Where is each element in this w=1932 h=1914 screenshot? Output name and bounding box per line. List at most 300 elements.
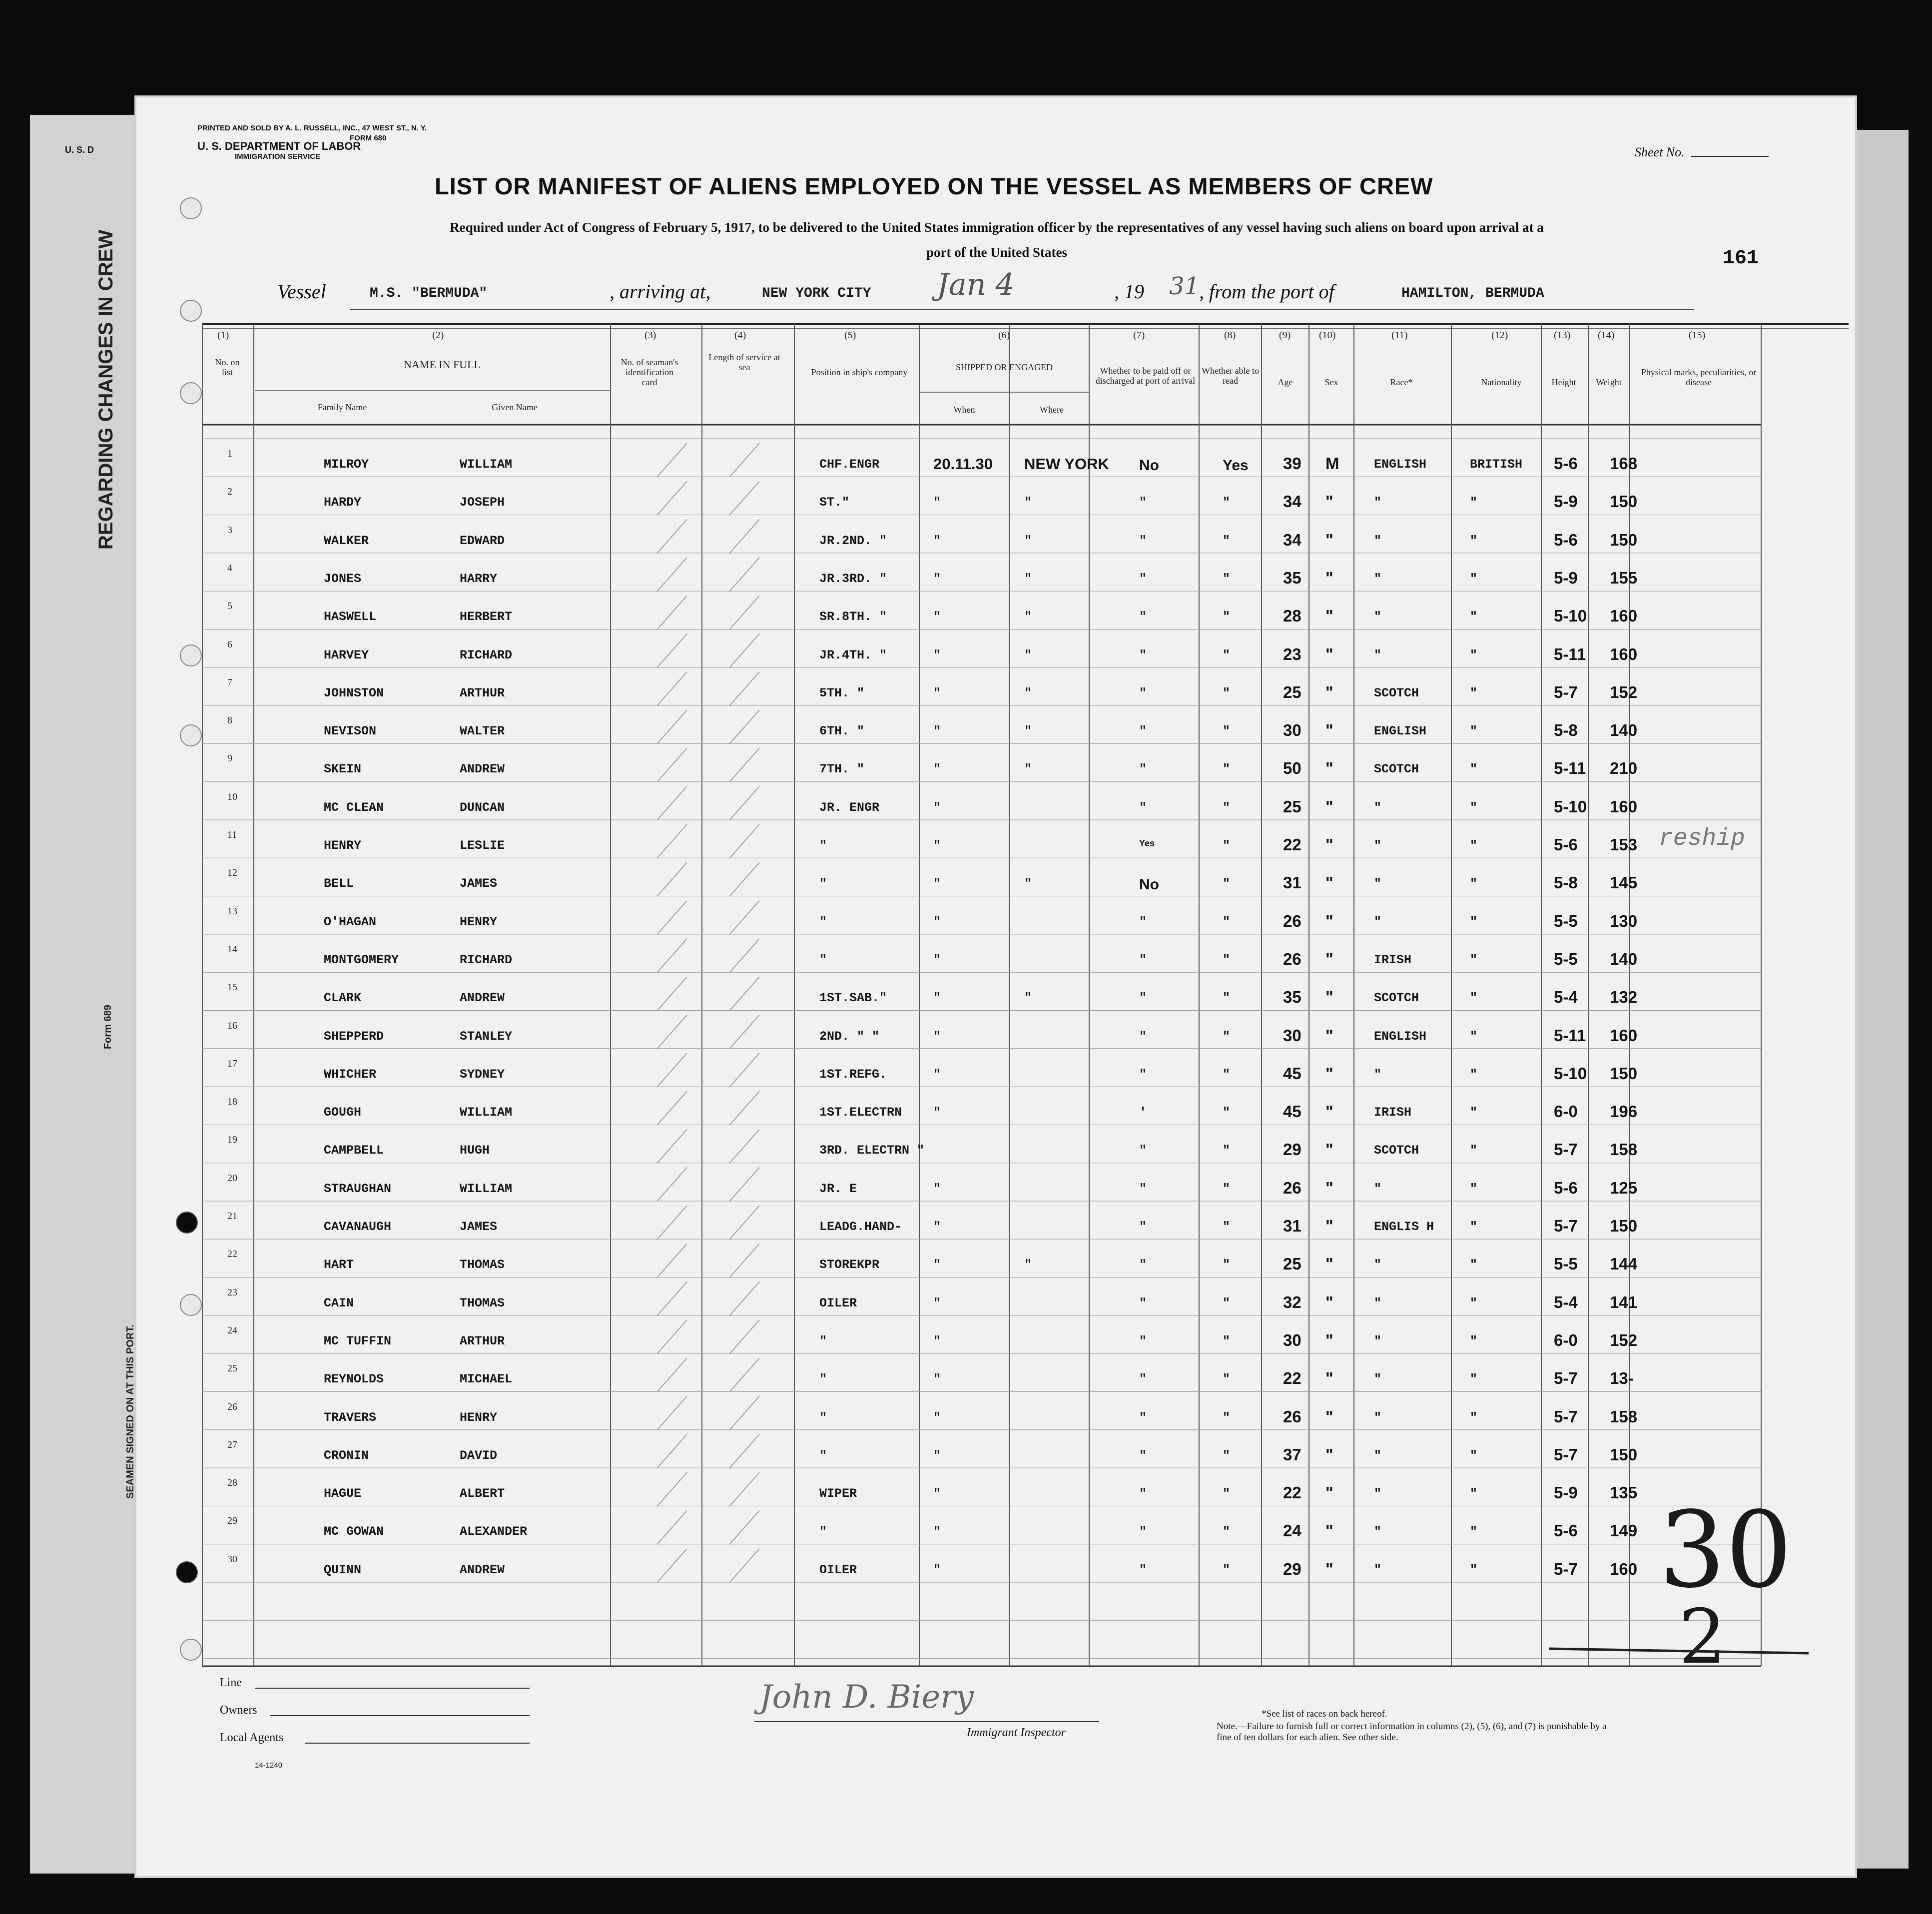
cell-read: " [1223, 724, 1231, 739]
subtitle-line1: Required under Act of Congress of February 5, 1917, to be delivered to the United States immigration officer by the representatives of any vessel having such aliens on board upon arrival at a [450, 220, 1544, 235]
cell-read: Yes [1223, 457, 1249, 474]
cell-weight: 13- [1610, 1369, 1634, 1388]
printer-line: PRINTED AND SOLD BY A. L. RUSSELL, INC., 47 WEST ST., N. Y. [197, 124, 427, 132]
left-sheet-form: Form 689 [102, 1005, 113, 1049]
cell-given: THOMAS [460, 1295, 505, 1310]
cell-position: " [819, 1410, 827, 1425]
cell-age: 45 [1283, 1064, 1301, 1083]
cell-family: STRAUGHAN [324, 1181, 392, 1196]
cell-read: " [1223, 1143, 1231, 1158]
cell-weight: 158 [1610, 1407, 1638, 1426]
cell-family: SKEIN [324, 762, 362, 777]
cell-where: " [1024, 495, 1032, 510]
cell-family: WHICHER [324, 1067, 377, 1082]
cell-no: 21 [227, 1211, 237, 1222]
cell-height: 5-7 [1554, 682, 1578, 701]
cell-height: 5-6 [1554, 1178, 1578, 1197]
cell-where: " [1024, 685, 1032, 700]
cell-when: " [933, 495, 941, 510]
left-sheet-header: U. S. D [65, 145, 94, 155]
cell-weight: 140 [1610, 721, 1638, 740]
cell-position: " [819, 876, 827, 891]
cell-when: " [933, 685, 941, 700]
cell-height: 5-4 [1554, 1292, 1578, 1311]
cell-nationality: " [1470, 685, 1478, 700]
cell-height: 5-10 [1554, 797, 1587, 816]
cell-family: MILROY [324, 457, 369, 472]
c3-label: No. of seaman's identification card [621, 357, 678, 387]
cell-read: " [1223, 1220, 1231, 1234]
cell-race: ENGLISH [1374, 457, 1427, 472]
line-field[interactable] [255, 1688, 530, 1689]
cell-position: 1ST.REFG. [819, 1067, 887, 1082]
cell-read: " [1223, 1333, 1231, 1348]
cell-position: 1ST.ELECTRN [819, 1105, 902, 1120]
cell-age: 26 [1283, 911, 1301, 930]
cell-sex: " [1325, 682, 1333, 701]
cell-nationality: " [1470, 1333, 1478, 1348]
cell-sex: " [1325, 607, 1333, 626]
cell-nationality: " [1470, 762, 1478, 777]
cell-when: " [933, 1295, 941, 1310]
cell-race: " [1374, 1295, 1382, 1310]
cell-paid: " [1139, 571, 1147, 586]
c1-label: No. on list [215, 357, 240, 377]
cell-read: " [1223, 838, 1231, 853]
c6-when: When [953, 405, 975, 415]
cell-age: 26 [1283, 1178, 1301, 1197]
cell-position: 3RD. ELECTRN " [819, 1143, 925, 1158]
cell-paid: " [1139, 610, 1147, 625]
cell-age: 28 [1283, 607, 1301, 626]
cell-race: SCOTCH [1374, 1143, 1419, 1158]
cell-position: 7TH. " [819, 762, 865, 777]
from-port: HAMILTON, BERMUDA [1401, 286, 1544, 301]
cell-height: 5-10 [1554, 1064, 1587, 1083]
cell-weight: 153 [1610, 835, 1638, 854]
cell-sex: " [1325, 1102, 1333, 1121]
cell-age: 30 [1283, 721, 1301, 740]
cell-position: " [819, 838, 827, 853]
cell-race: " [1374, 1448, 1382, 1463]
total-count-annotation: 30 [1659, 1489, 1793, 1611]
cell-race: SCOTCH [1374, 685, 1419, 700]
cell-no: 1 [227, 448, 232, 459]
cell-weight: 135 [1610, 1483, 1638, 1502]
service: IMMIGRATION SERVICE [235, 152, 321, 161]
cell-sex: " [1325, 797, 1333, 816]
cell-height: 5-6 [1554, 1521, 1578, 1540]
cell-when: " [933, 1448, 941, 1463]
cell-given: STANLEY [460, 1029, 513, 1044]
cell-weight: 152 [1610, 682, 1638, 701]
cell-given: DAVID [460, 1448, 498, 1463]
cell-read: " [1223, 1448, 1231, 1463]
cell-when: " [933, 610, 941, 625]
cell-sex: " [1325, 1407, 1333, 1426]
cell-given: RICHARD [460, 647, 513, 662]
c14-label: Weight [1596, 377, 1622, 387]
cell-family: HAGUE [324, 1486, 362, 1501]
c4-num: (4) [734, 330, 746, 341]
vessel-label: Vessel [277, 280, 326, 303]
owners-field[interactable] [270, 1715, 530, 1716]
cell-paid: " [1139, 1181, 1147, 1196]
cell-where: " [1024, 876, 1032, 891]
cell-given: HENRY [460, 1410, 498, 1425]
cell-family: CAMPBELL [324, 1143, 384, 1158]
cell-race: ENGLIS H [1374, 1220, 1434, 1234]
cell-age: 45 [1283, 1102, 1301, 1121]
cell-when: " [933, 724, 941, 739]
cell-when: " [933, 1372, 941, 1387]
cell-height: 6-0 [1554, 1330, 1578, 1349]
cell-no: 11 [227, 829, 237, 840]
cell-height: 5-11 [1554, 644, 1586, 663]
cell-no: 5 [227, 601, 232, 612]
cell-position: 2ND. " " [819, 1029, 880, 1044]
subtitle-line2: port of the United States [926, 245, 1067, 260]
cell-where: " [1024, 1258, 1032, 1273]
c10-label: Sex [1324, 377, 1338, 387]
cell-no: 12 [227, 867, 237, 879]
cell-paid: " [1139, 1258, 1147, 1273]
cell-position: JR.4TH. " [819, 647, 887, 662]
cell-family: GOUGH [324, 1105, 362, 1120]
cell-age: 22 [1283, 1369, 1301, 1388]
cell-sex: " [1325, 1026, 1333, 1045]
cell-age: 32 [1283, 1292, 1301, 1311]
cell-when: " [933, 1524, 941, 1539]
penalty-note: Note.—Failure to furnish full or correct information in columns (2), (5), (6), and (7) is punishable by a fine of ten dollars for each alien. See other side. [1217, 1721, 1607, 1743]
cell-paid: " [1139, 1220, 1147, 1234]
page-number: 161 [1723, 247, 1759, 270]
cell-paid: " [1139, 724, 1147, 739]
c2-family: Family Name [317, 402, 367, 412]
owners-label: Owners [220, 1704, 257, 1717]
cell-position: " [819, 1524, 827, 1539]
cell-no: 27 [227, 1439, 237, 1450]
cell-family: HART [324, 1258, 354, 1273]
cell-read: " [1223, 1029, 1231, 1044]
cell-no: 6 [227, 638, 232, 650]
cell-family: JONES [324, 571, 362, 586]
cell-race: " [1374, 1372, 1382, 1387]
cell-age: 22 [1283, 1483, 1301, 1502]
cell-sex: " [1325, 721, 1333, 740]
cell-when: " [933, 762, 941, 777]
cell-where: " [1024, 647, 1032, 662]
cell-given: ARTHUR [460, 685, 505, 700]
cell-height: 5-11 [1554, 759, 1586, 778]
cell-age: 24 [1283, 1521, 1301, 1540]
from-label: , from the port of [1199, 280, 1334, 303]
cell-where: " [1024, 571, 1032, 586]
cell-age: 35 [1283, 568, 1301, 587]
cell-no: 4 [227, 562, 232, 574]
c10-num: (10) [1319, 330, 1336, 341]
c2-label: NAME IN FULL [404, 358, 481, 371]
cell-no: 16 [227, 1020, 237, 1031]
cell-sex: " [1325, 911, 1333, 930]
c6-label: SHIPPED OR ENGAGED [955, 362, 1053, 372]
cell-no: 17 [227, 1058, 237, 1069]
cell-where: " [1024, 991, 1032, 1006]
cell-nationality: " [1470, 1029, 1478, 1044]
cell-no: 13 [227, 905, 237, 917]
cell-weight: 160 [1610, 797, 1638, 816]
cell-family: HARVEY [324, 647, 369, 662]
cell-nationality: " [1470, 1448, 1478, 1463]
cell-position: JR.3RD. " [819, 571, 887, 586]
cell-sex: " [1325, 568, 1333, 587]
c7-label: Whether to be paid off or discharged at port of arrival [1095, 366, 1196, 386]
cell-age: 29 [1283, 1559, 1301, 1578]
cell-weight: 144 [1610, 1255, 1638, 1274]
cell-paid: " [1139, 914, 1147, 929]
cell-weight: 150 [1610, 1064, 1638, 1083]
cell-no: 7 [227, 676, 232, 688]
cell-nationality: " [1470, 1524, 1478, 1539]
cell-read: " [1223, 1258, 1231, 1273]
cell-weight: 150 [1610, 1217, 1638, 1235]
cell-paid: " [1139, 1333, 1147, 1348]
arriving-label: , arriving at, [610, 280, 711, 303]
cell-race: " [1374, 838, 1382, 853]
cell-age: 26 [1283, 1407, 1301, 1426]
cell-sex: " [1325, 1330, 1333, 1349]
cell-nationality: " [1470, 991, 1478, 1006]
cell-age: 30 [1283, 1330, 1301, 1349]
cell-no: 22 [227, 1249, 237, 1260]
cell-paid: " [1139, 991, 1147, 1006]
cell-sex: " [1325, 1217, 1333, 1235]
cell-age: 31 [1283, 873, 1301, 892]
cell-given: WILLIAM [460, 1105, 513, 1120]
cell-sex: " [1325, 1255, 1333, 1274]
cell-when: " [933, 1410, 941, 1425]
cell-no: 23 [227, 1286, 237, 1298]
cell-race: " [1374, 1410, 1382, 1425]
cell-paid: " [1139, 952, 1147, 967]
c6-num: (6) [998, 330, 1010, 341]
cell-paid: " [1139, 762, 1147, 777]
cell-when: " [933, 914, 941, 929]
cell-height: 5-4 [1554, 988, 1578, 1007]
cell-nationality: " [1470, 647, 1478, 662]
cell-family: HASWELL [324, 610, 377, 625]
cell-position: 6TH. " [819, 724, 865, 739]
cell-given: ANDREW [460, 762, 505, 777]
cell-paid: " [1139, 800, 1147, 815]
cell-when: " [933, 1258, 941, 1273]
cell-paid: " [1139, 1410, 1147, 1425]
cell-nationality: " [1470, 838, 1478, 853]
cell-when: " [933, 1181, 941, 1196]
cell-paid: " [1139, 1067, 1147, 1082]
cell-where: " [1024, 533, 1032, 548]
c6-where: Where [1040, 405, 1064, 415]
cell-when: " [933, 571, 941, 586]
cell-nationality: " [1470, 1562, 1478, 1577]
cell-sex: " [1325, 949, 1333, 968]
cell-height: 5-9 [1554, 568, 1578, 587]
cell-read: " [1223, 647, 1231, 662]
cell-given: ALBERT [460, 1486, 505, 1501]
cell-race: " [1374, 800, 1382, 815]
races-note: *See list of races on back hereof. [1262, 1709, 1387, 1719]
inspector-label: Immigrant Inspector [967, 1726, 1066, 1739]
cell-given: WALTER [460, 724, 505, 739]
cell-nationality: " [1470, 914, 1478, 929]
c5-num: (5) [844, 330, 856, 341]
cell-family: CAVANAUGH [324, 1220, 392, 1234]
cell-height: 5-6 [1554, 530, 1578, 549]
cell-sex: " [1325, 1445, 1333, 1464]
c1-num: (1) [217, 330, 229, 341]
cell-given: HENRY [460, 914, 498, 929]
cell-given: HARRY [460, 571, 498, 586]
cell-position: 5TH. " [819, 685, 865, 700]
cell-paid: " [1139, 495, 1147, 510]
cell-weight: 150 [1610, 1445, 1638, 1464]
cell-paid: " [1139, 647, 1147, 662]
cell-read: " [1223, 1067, 1231, 1082]
cell-family: JOHNSTON [324, 685, 384, 700]
cell-height: 5-10 [1554, 607, 1587, 626]
cell-nationality: " [1470, 1295, 1478, 1310]
cell-sex: " [1325, 492, 1333, 511]
line-label: Line [220, 1676, 242, 1689]
cell-race: ENGLISH [1374, 1029, 1427, 1044]
c13-label: Height [1551, 377, 1576, 387]
cell-when: " [933, 876, 941, 891]
cell-no: 28 [227, 1477, 237, 1489]
cell-nationality: " [1470, 1486, 1478, 1501]
cell-height: 5-8 [1554, 721, 1578, 740]
cell-age: 34 [1283, 530, 1301, 549]
cell-nationality: " [1470, 1220, 1478, 1234]
cell-when: " [933, 1220, 941, 1234]
cell-given: ARTHUR [460, 1333, 505, 1348]
cell-family: HENRY [324, 838, 362, 853]
cell-read: " [1223, 495, 1231, 510]
c3-num: (3) [644, 330, 656, 341]
cell-race: " [1374, 495, 1382, 510]
cell-no: 9 [227, 753, 232, 764]
cell-position: SR.8TH. " [819, 610, 887, 625]
cell-nationality: " [1470, 571, 1478, 586]
c15-num: (15) [1689, 330, 1706, 341]
cell-nationality: " [1470, 1181, 1478, 1196]
cell-family: REYNOLDS [324, 1372, 384, 1387]
cell-family: HARDY [324, 495, 362, 510]
cell-no: 26 [227, 1401, 237, 1412]
cell-position: 1ST.SAB." [819, 991, 887, 1006]
cell-no: 20 [227, 1172, 237, 1184]
cell-family: TRAVERS [324, 1410, 377, 1425]
year-prefix: , 19 [1114, 280, 1144, 303]
c9-num: (9) [1279, 330, 1291, 341]
cell-position: CHF.ENGR [819, 457, 880, 472]
cell-sex: M [1325, 454, 1339, 473]
cell-given: LESLIE [460, 838, 505, 853]
cell-race: " [1374, 876, 1382, 891]
cell-given: RICHARD [460, 952, 513, 967]
cell-age: 22 [1283, 835, 1301, 854]
cell-family: QUINN [324, 1562, 362, 1577]
c11-label: Race* [1390, 377, 1413, 387]
c15-label: Physical marks, peculiarities, or disease [1641, 367, 1757, 387]
cell-read: " [1223, 1410, 1231, 1425]
cell-weight: 140 [1610, 949, 1638, 968]
cell-age: 37 [1283, 1445, 1301, 1464]
c12-label: Nationality [1481, 377, 1522, 387]
cell-read: " [1223, 952, 1231, 967]
cell-read: " [1223, 914, 1231, 929]
cell-when: " [933, 1029, 941, 1044]
cell-weight: 160 [1610, 1026, 1638, 1045]
cell-given: JAMES [460, 876, 498, 891]
cell-read: " [1223, 571, 1231, 586]
cell-when: " [933, 1105, 941, 1120]
cell-nationality: " [1470, 724, 1478, 739]
cell-given: JAMES [460, 1220, 498, 1234]
cell-age: 31 [1283, 1217, 1301, 1235]
cell-height: 5-11 [1554, 1026, 1586, 1045]
agents-field[interactable] [305, 1743, 530, 1744]
cell-family: MC CLEAN [324, 800, 384, 815]
cell-height: 5-7 [1554, 1559, 1578, 1578]
cell-when: " [933, 991, 941, 1006]
cell-no: 18 [227, 1096, 237, 1108]
cell-sex: " [1325, 1140, 1333, 1159]
cell-paid: No [1139, 457, 1159, 474]
cell-family: MC GOWAN [324, 1524, 384, 1539]
cell-weight: 125 [1610, 1178, 1638, 1197]
cell-when: " [933, 1562, 941, 1577]
cell-position: JR. E [819, 1181, 857, 1196]
cell-race: SCOTCH [1374, 991, 1419, 1006]
c13-num: (13) [1554, 330, 1571, 341]
c4-label: Length of service at sea [708, 352, 780, 372]
cell-paid: " [1139, 1448, 1147, 1463]
cell-sex: " [1325, 530, 1333, 549]
page-title: LIST OR MANIFEST OF ALIENS EMPLOYED ON THE VESSEL AS MEMBERS OF CREW [435, 173, 1433, 199]
cell-given: WILLIAM [460, 457, 513, 472]
cell-height: 5-9 [1554, 492, 1578, 511]
cell-nationality: " [1470, 952, 1478, 967]
cell-weight: 158 [1610, 1140, 1638, 1159]
inspector-signature: John D. Biery [759, 1679, 974, 1716]
cell-age: 30 [1283, 1026, 1301, 1045]
cell-no: 10 [227, 791, 237, 802]
cell-weight: 196 [1610, 1102, 1638, 1121]
cell-read: " [1223, 1372, 1231, 1387]
cell-given: THOMAS [460, 1258, 505, 1273]
cell-read: " [1223, 800, 1231, 815]
cell-read: " [1223, 1524, 1231, 1539]
cell-nationality: " [1470, 1258, 1478, 1273]
c7-num: (7) [1133, 330, 1145, 341]
cell-age: 25 [1283, 797, 1301, 816]
arrival-date: Jan 4 [937, 267, 1015, 302]
cell-race: " [1374, 1486, 1382, 1501]
cell-read: " [1223, 876, 1231, 891]
cell-race: IRISH [1374, 952, 1412, 967]
cell-race: ENGLISH [1374, 724, 1427, 739]
cell-weight: 168 [1610, 454, 1638, 473]
